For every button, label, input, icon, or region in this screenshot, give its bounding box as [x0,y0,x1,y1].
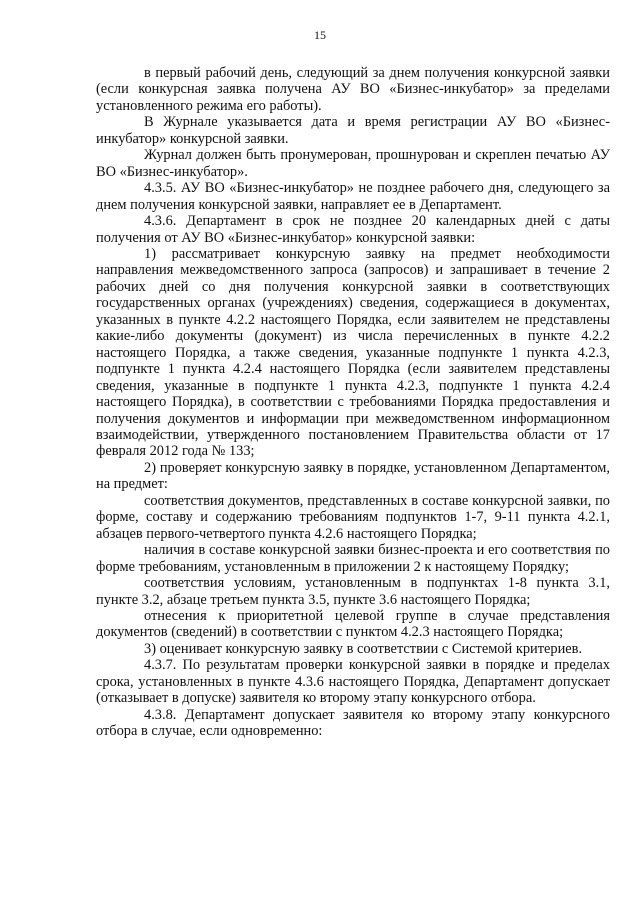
document-body [96,65,610,740]
page-number: 15 [314,28,326,42]
paragraph-10: соответствия условиям, установленным в подпунктах 1-8 пункта 3.1, пункте 3.2, абзаце третьем пункта 3.5, пункте 3.6 настоящего Порядка; [96,575,610,608]
paragraph-5: 4.3.6. Департамент в срок не позднее 20 календарных дней с даты получения от АУ ВО «Бизнес-инкубатор» конкурсной заявки: [96,213,610,246]
paragraph-3: Журнал должен быть пронумерован, прошнурован и скреплен печатью АУ ВО «Бизнес-инкубатор». [96,147,610,180]
paragraph-4: 4.3.5. АУ ВО «Бизнес-инкубатор» не позднее рабочего дня, следующего за днем получения конкурсной заявки, направляет ее в Департамент. [96,180,610,213]
paragraph-9: наличия в составе конкурсной заявки бизнес-проекта и его соответствия по форме требованиям, установленным в приложении 2 к настоящему Порядку; [96,542,610,575]
paragraph-12: 3) оценивает конкурсную заявку в соответствии с Системой критериев. [144,640,583,657]
paragraph-13: 4.3.7. По результатам проверки конкурсной заявки в порядке и пределах срока, установленных в пункте 4.3.6 настоящего Порядка, Департамент допускает (отказывает в допуске) заявителя ко второму этапу конкурсного отбора. [96,657,610,707]
paragraph-8: соответствия документов, представленных в составе конкурсной заявки, по форме, составу и содержанию требованиям подпунктов 1-7, 9-11 пункта 4.2.1, абзацев первого-четвертого пункта 4.2.6 настоящего Порядка; [96,492,610,542]
paragraph-7: 2) проверяет конкурсную заявку в порядке, установленном Департаментом, на предмет: [96,459,610,493]
paragraph-11: отнесения к приоритетной целевой группе в случае представления документов (сведений) в соответствии с пунктом 4.2.3 настоящего Порядка; [96,607,610,641]
paragraph-1: в первый рабочий день, следующий за днем получения конкурсной заявки (если конкурсная заявка получена АУ ВО «Бизнес-инкубатор» за пределами установленного режима его работы). [96,65,610,114]
paragraph-2: В Журнале указывается дата и время регистрации АУ ВО «Бизнес-инкубатор» конкурсной заявки. [96,114,610,147]
paragraph-14: 4.3.8. Департамент допускает заявителя ко второму этапу конкурсного отбора в случае, если одновременно: [96,706,610,740]
paragraph-6: 1) рассматривает конкурсную заявку на предмет необходимости направления межведомственного запроса (запросов) и запрашивает в течение 2 рабочих дней со дня получения конкурсной заявки в соответствующих государственных органах (учреждениях) сведения, содержащиеся в документах, указанных в пункте 4.2.2 настоящего Порядка, если заявителем не представлены какие-либо документы (документ) из числа перечисленных в пункте 4.2.2 настоящего Порядка, а также сведения, указанные подпункте 1 пункта 4.2.3, подпункте 1 пункта 4.2.4 настоящего Порядка (если заявителем представлены сведения, указанные в подпункте 1 пункта 4.2.3, подпункте 1 пункта 4.2.4 настоящего Порядка), в соответствии с требованиями Порядка предоставления и получения документов и информации при межведомственном информационном взаимодействии, утвержденного постановлением Правительства области от 17 февраля 2012 года № 133; [96,245,610,460]
